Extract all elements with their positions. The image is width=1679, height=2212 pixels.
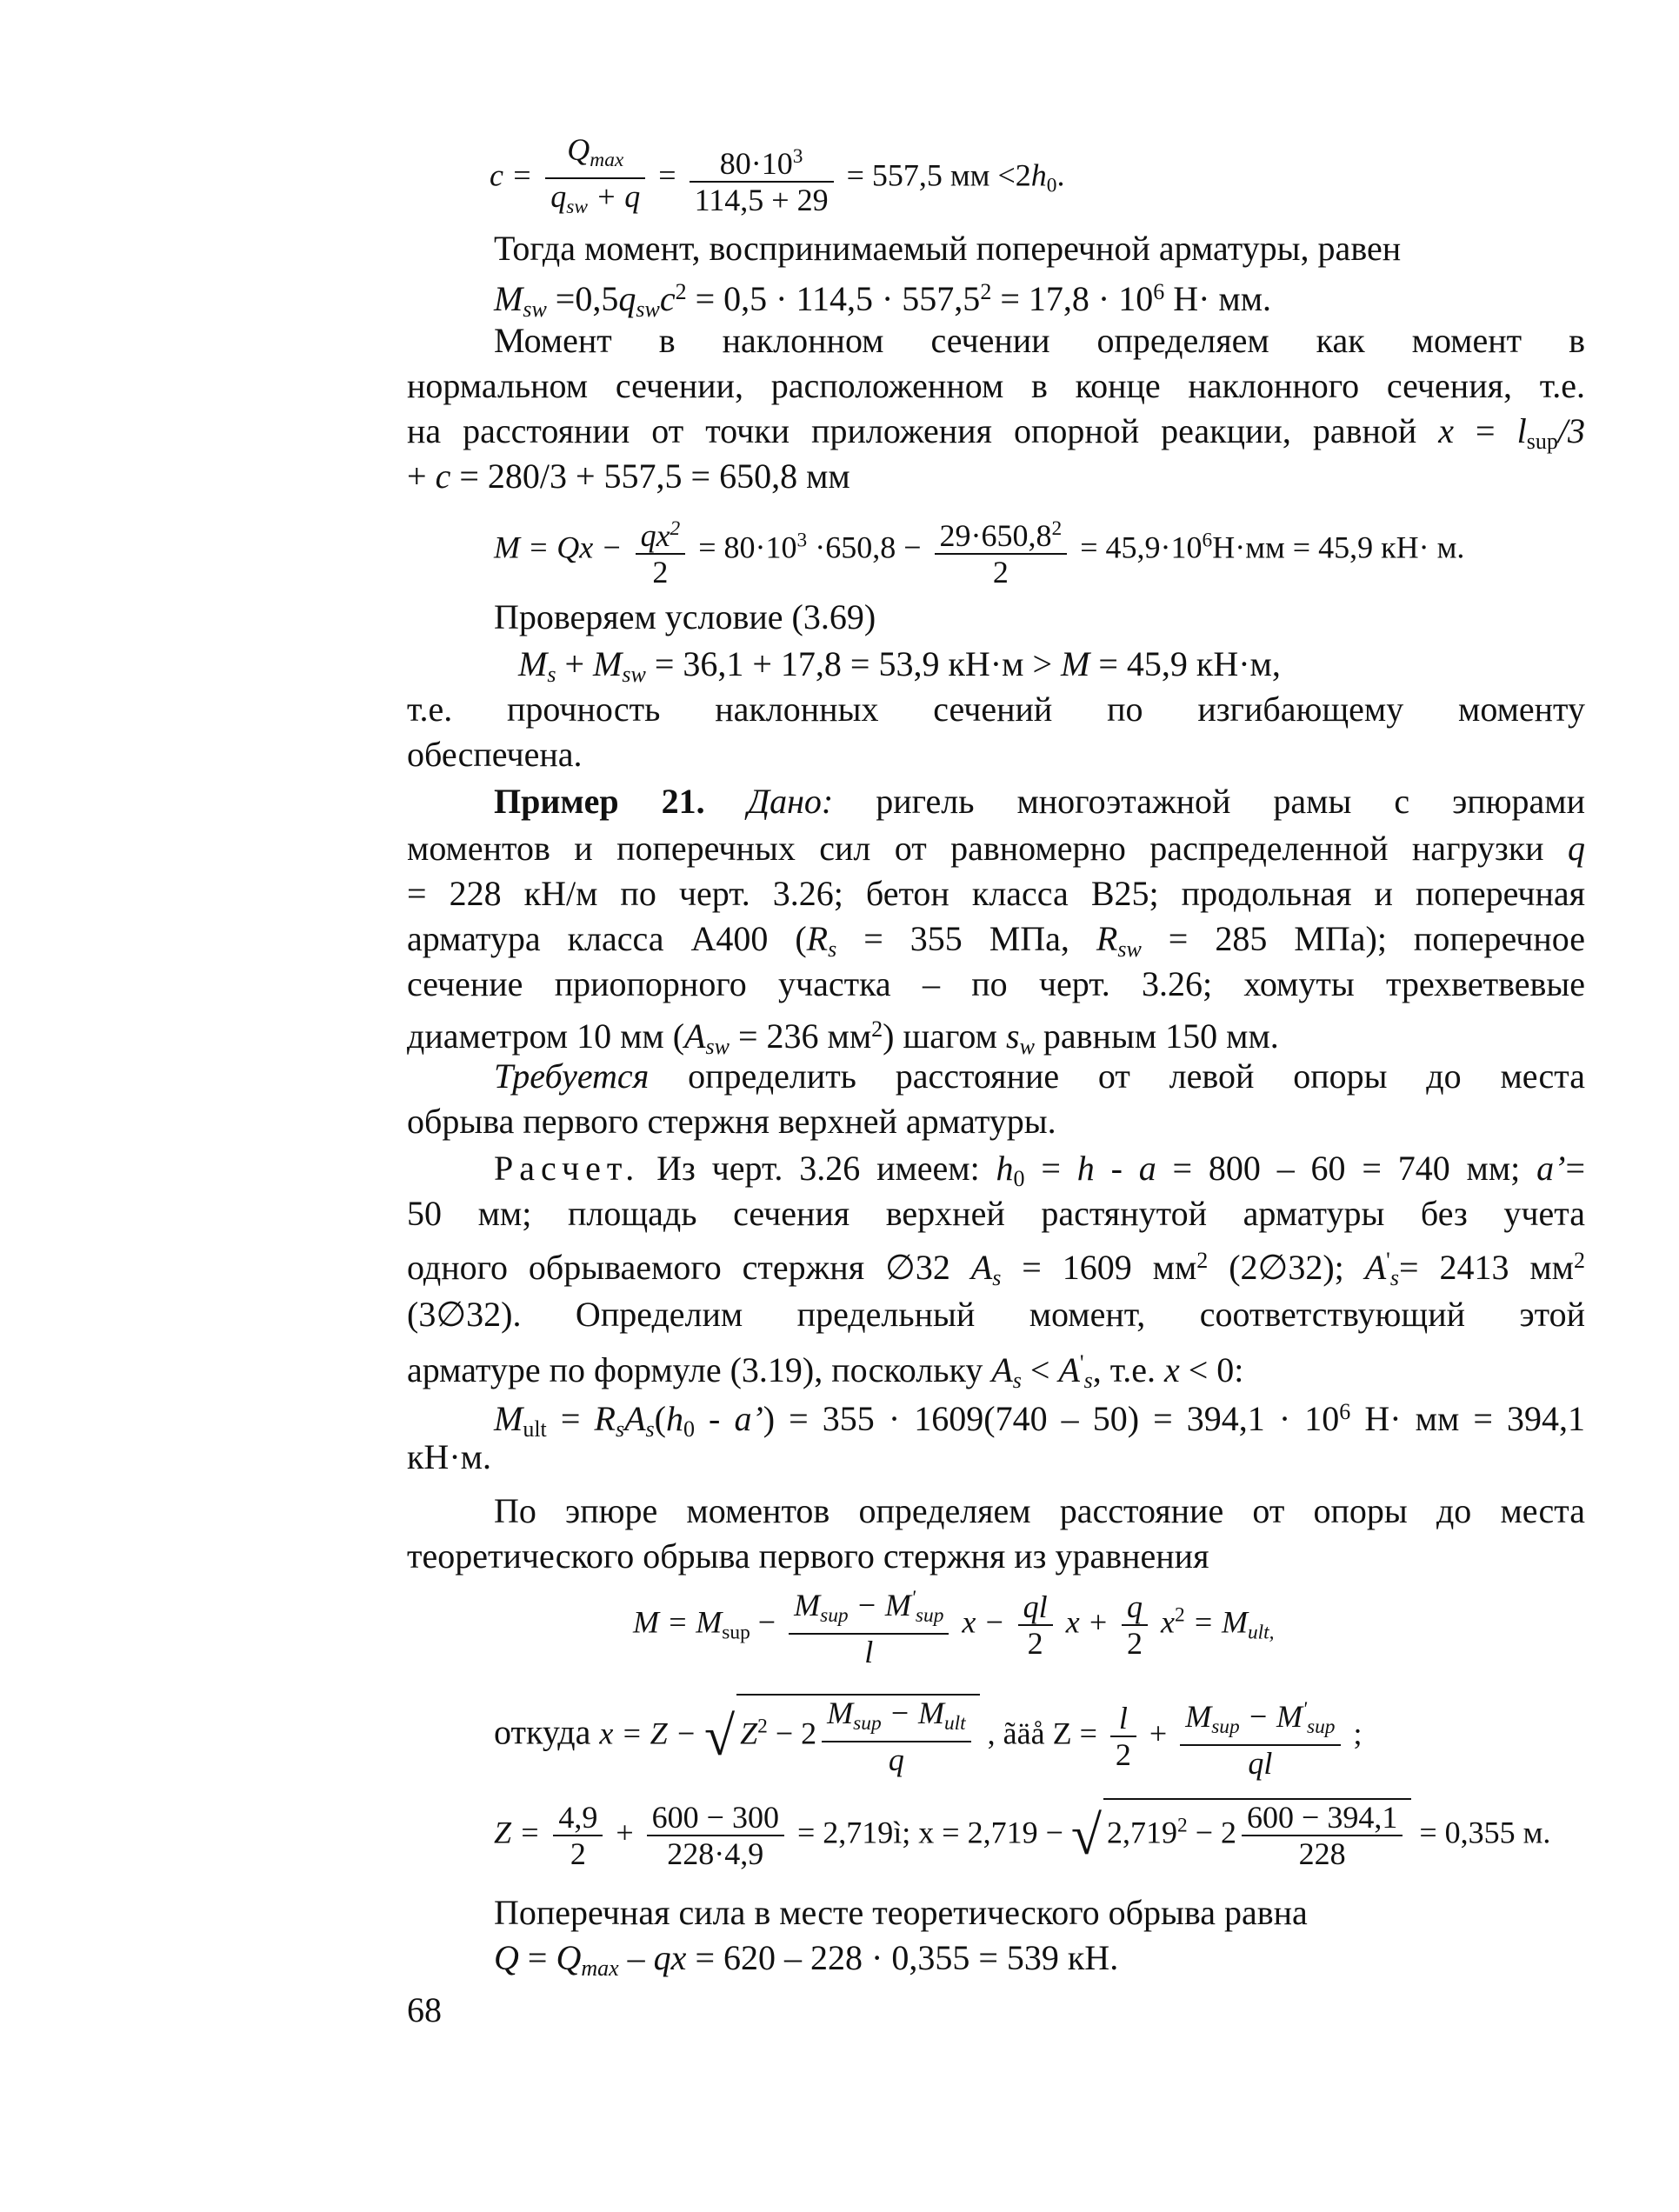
text-line: кН·м. <box>407 1437 491 1476</box>
formula-z-numeric: Z = $\frac{4,9}{2}$ + $\frac{600 - 300}{228\cdot 4,9}$ = 2,719ì; x = 2,719 − √ $2,719^2 - 2$ $\frac{600 - 394,1}{228}$ = 0,355 м. <box>494 1800 1551 1871</box>
text-line: Момент в наклонном сечении определяем как момент в <box>494 321 1585 360</box>
text-line: Тогда момент, воспринимаемый поперечной арматуры, равен <box>494 229 1402 268</box>
sqrt-symbol: √ <box>1070 1804 1102 1866</box>
formula-mult: $M_{ult} = R_sA_s(h_0$ - a’) = $355 \cdot 1609(740 - 50) = 394,1 \cdot 10^6$ Н· мм = 394,1 <box>494 1399 1586 1442</box>
text-line: Требуется определить расстояние от левой опоры до места <box>494 1056 1585 1096</box>
text-line: обеспечена. <box>407 735 583 774</box>
formula-c: c = $\frac{Q_{max}}{q_{sw} + q}$ = $\frac{80\cdot 10^3}{114,5 + 29}$ = 557,5 мм $<2h_0$. <box>490 132 1065 218</box>
text-line: сечение приопорного участка – по черт. 3.26; хомуты трехветвевые <box>407 964 1585 1003</box>
text-line: нормальном сечении, расположенном в конце наклонного сечения, т.е. <box>407 366 1585 405</box>
text-line: = 228 кН/м по черт. 3.26; бетон класса В25; продольная и поперечная <box>407 874 1585 913</box>
text-line: Проверяем условие (3.69) <box>494 597 876 636</box>
text-line: моментов и поперечных сил от равномерно распределенной нагрузки q <box>407 829 1585 868</box>
sqrt-symbol: √ <box>704 1705 736 1767</box>
text-line: По эпюре моментов определяем расстояние от опоры до места <box>494 1491 1585 1530</box>
text-line: Поперечная сила в месте теоретического обрыва равна <box>494 1893 1308 1932</box>
formula-check: $M_s + M_{sw} = 36,1 + 17,8 = 53,9$ кН·м > M = 45,9 кН·м, <box>518 644 1281 687</box>
page-number: 68 <box>407 1990 442 2029</box>
text-line: 50 мм; площадь сечения верхней растянутой арматуры без учета <box>407 1194 1585 1233</box>
formula-x: откуда x = Z − √ $Z^2 - 2$ $\frac{M_{sup} - M_{ult}}{q}$ , ãäå Z = $\frac{l}{2}$ + $\frac{M_{sup} - M'_{sup}}{ql}$ ; <box>494 1692 1363 1781</box>
formula-msw: $M_{sw} =0,5q_{sw}c^2 = 0,5 \cdot 114,5 \cdot 557,5^2 = 17,8 \cdot 10^6$ Н· мм. <box>494 279 1272 322</box>
text-line: т.е. прочность наклонных сечений по изгибающему моменту <box>407 690 1585 729</box>
text-line: одного обрываемого стержня ∅32 $A_s = 1609$ $мм^2$ (2∅32); $A'_s= 2413$ $мм^2$ <box>407 1248 1585 1290</box>
text-line: теоретического обрыва первого стержня из уравнения <box>407 1536 1209 1576</box>
text-line: арматуре по формуле (3.19), поскольку $A_s < A'_s$, т.е. x < 0: <box>407 1350 1244 1393</box>
text-line: диаметром 10 мм ($A_{sw} = 236$ $мм^2$) шагом $s_w$ равным 150 мм. <box>407 1016 1279 1059</box>
formula-q: $Q = Q_{max}$ – qx = 620 – 228 · 0,355 = 539 кН. <box>494 1938 1119 1981</box>
text-line: + c = 280/3 + 557,5 = 650,8 мм <box>407 456 850 496</box>
formula-equation: $M = M_{sup}$ − $\frac{M_{sup} - M'_{sup}}{l}$ x − $\frac{ql}{2}$ x + $\frac{q}{2}$ $x^2 = M_{ult,}$ <box>633 1581 1274 1669</box>
text-line: арматура класса А400 ($R_s = 355$ МПа, $R_{sw} = 285$ МПа); поперечное <box>407 919 1586 962</box>
example-heading: Пример 21. Дано: ригель многоэтажной рамы с эпюрами <box>494 782 1585 821</box>
text-line: (3∅32). Определим предельный момент, соответствующий этой <box>407 1295 1585 1334</box>
formula-m: M = Qx − $\frac{qx^2}{2}$ = $80\cdot 10^3 \cdot 650,8$ − $\frac{29\cdot 650,8^2}{2}$ = $45,9\cdot 10^6Н\cdot мм = 45,9$ кН· м. <box>494 511 1464 590</box>
text-line: на расстоянии от точки приложения опорной реакции, равной $x = l_{sup}/3$ <box>407 411 1585 454</box>
text-line: Расчет. Из черт. 3.26 имеем: $h_0 = h - a = 800 - 60 = 740$ мм; a’= <box>494 1149 1586 1191</box>
text-line: обрыва первого стержня верхней арматуры. <box>407 1102 1056 1141</box>
